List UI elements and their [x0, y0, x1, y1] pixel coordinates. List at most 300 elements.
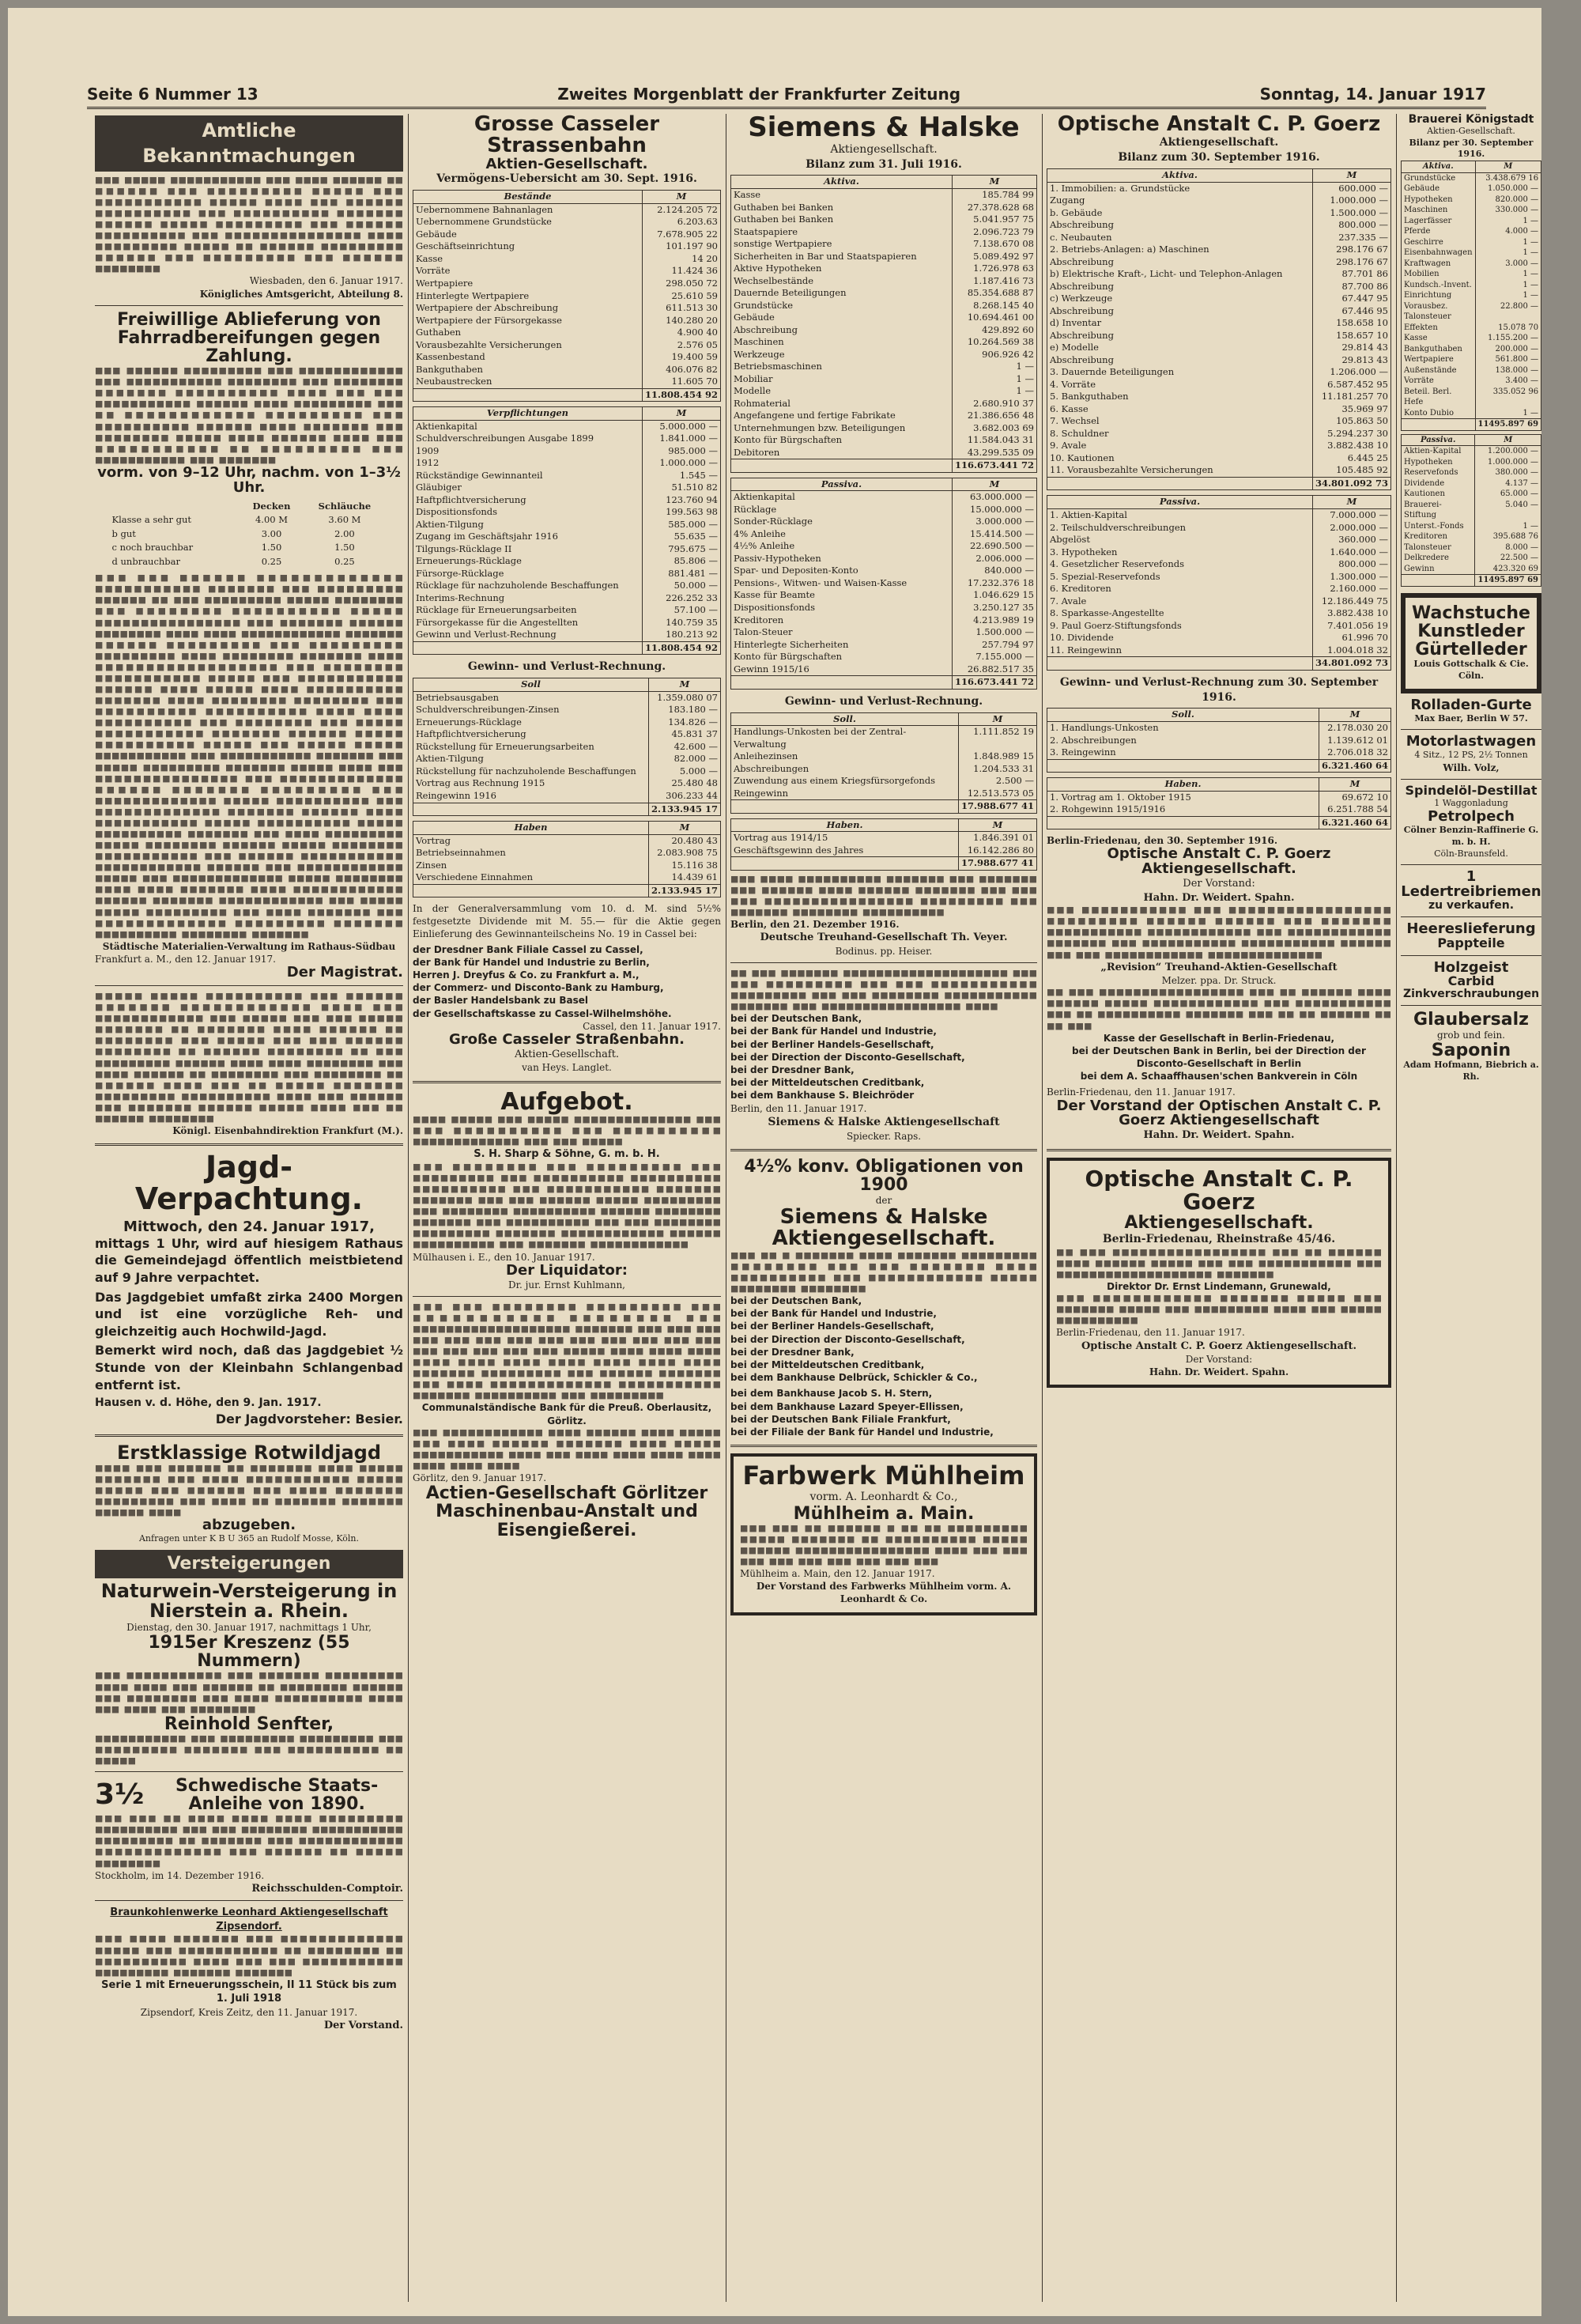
table-head: Haben. — [1047, 778, 1319, 792]
goerz-aktiva-row — [1047, 256, 1391, 269]
siemens-passiva-row — [731, 504, 1037, 516]
goerz-aktiva-value: 298.176 67 — [1312, 256, 1390, 269]
brauerei-aktiva-value: 1.155.200 — — [1475, 333, 1541, 344]
siemens-passiva-value: 1.046.629 15 — [952, 589, 1036, 602]
goerz-aktiva-label: 5. Bankguthaben — [1047, 391, 1313, 403]
goerz-passiva-value: 61.996 70 — [1312, 632, 1390, 644]
siemens-soll-row — [731, 763, 1037, 776]
cassel-sub: Aktien-Gesellschaft. — [485, 155, 648, 172]
leder: 1 Ledertreibriemen — [1401, 868, 1541, 901]
brauerei-aktiva-row — [1402, 172, 1541, 183]
cassel-haben-label: Zinsen — [413, 860, 649, 872]
cassel-verpf-value: 85.806 — — [642, 555, 720, 568]
cassel-soll-row — [413, 753, 721, 765]
brauerei-aktiva-row — [1402, 408, 1541, 419]
cassel-soll-value: 134.826 — — [648, 716, 720, 729]
siemens-aktiva-value: 429.892 60 — [952, 324, 1036, 337]
goerz-haben-value: 6.251.788 54 — [1319, 803, 1390, 816]
schwed-pct: 3½ — [95, 1778, 145, 1812]
saponin: Saponin — [1431, 1041, 1511, 1061]
goerz-passiva-row — [1047, 632, 1391, 644]
price-row-label: d unbrauchbar — [111, 555, 181, 567]
siemens-aktiva-total: 116.673.441 72 — [952, 459, 1036, 473]
siemens-aktiva-row — [731, 312, 1037, 324]
goerz-aktiva-row — [1047, 317, 1391, 330]
siemens-bilanz: Bilanz zum 31. Juli 1916. — [806, 157, 962, 171]
goerz-passiva-label: 2. Teilschuldverschreibungen — [1047, 522, 1313, 535]
goerz-aktiva-value: 3.882.438 10 — [1312, 440, 1390, 452]
cassel-bestaende-value: 25.610 59 — [642, 290, 720, 303]
siemens-soll-value: 1.111.852 19 — [958, 726, 1036, 751]
leder-sub: zu verkaufen. — [1428, 899, 1515, 913]
siemens-aktiva-row — [731, 398, 1037, 410]
berlin-bank-item: bei der Berliner Handels-Gesellschaft, — [730, 1321, 934, 1332]
cassel-soll-value: 1.359.080 07 — [648, 691, 720, 704]
brauerei-passiva-label: Kreditoren — [1402, 531, 1475, 542]
goerz-aktiva-label: 2. Betriebs-Anlagen: a) Maschinen — [1047, 244, 1313, 256]
placeholder-text: ■■■■ ■■■ ■■■■■■ ■■ ■■■■■■■ ■■■■ ■■■■■ ■■■■■■■ ■■■ ■■■■ ■■■■■■■■■■■ ■■■■■ ■■■■■ ■■■ ■■■■■■ ■■■ ■■■■ ■■■■■■■ ■■■■■■■■■ ■■■ ■■■■ ■■ ■■■■■■■ ■■■■■■■ ■■■■■■ ■■■■ — [95, 1462, 403, 1518]
cassel-bestaende-label: Uebernommene Bahnanlagen — [413, 203, 643, 216]
siemens-aktiva-value: 85.354.688 87 — [952, 287, 1036, 300]
siemens-passiva-value: 15.000.000 — — [952, 504, 1036, 516]
brauerei-aktiva-label: Kraftwagen — [1402, 259, 1476, 270]
siemens-aktiva-value: 5.089.492 97 — [952, 251, 1036, 263]
siemens-aktiva-row — [731, 263, 1037, 275]
cassel-bestaende-label: Bankguthaben — [413, 364, 643, 376]
cassel-verpf-row — [413, 494, 721, 507]
koelner-place: Cöln-Braunsfeld. — [1434, 848, 1508, 859]
siemens-bank-item: bei der Berliner Handels-Gesellschaft, — [730, 1038, 934, 1050]
siemens-soll-label: Anleihezinsen — [731, 750, 959, 763]
siemens-passiva-table: Passiva. M Aktienkapital 63.000.000 — Rücklage 15.000.000 — Sonder-Rücklage 3.000.000 — 4% Anleihe 15.414.500 — 4½% Anleihe 22.690.500 — Passiv-Hypotheken 2.006.000 — Spar- und Depositen-Konto 840.000 — Pensions-, Witwen- und Waisen-Kasse 17.232.376 18 Kasse für Beamte 1.046.629 15 Dispositionsfonds 3.250.127 35 Kreditoren 4.213.989 19 Talon-Steuer 1.500.000 — Hinterlegte Sicherheiten 257.794 97 Konto für Bürgschaften 7.155.000 — Gewinn 1915/16 26.882.517 35 116.673.441 72 — [730, 478, 1037, 690]
goerz-box-title: Optische Anstalt C. P. Goerz — [1085, 1165, 1353, 1215]
siemens-aktiva-row — [731, 251, 1037, 263]
brauerei-aktiva-label: Wertpapiere — [1402, 354, 1476, 365]
glauber: Glaubersalz — [1413, 1009, 1529, 1030]
cassel-verpf-row — [413, 580, 721, 592]
goerz-passiva-row — [1047, 607, 1391, 620]
cassel-soll-value: 25.480 48 — [648, 777, 720, 790]
petrol: Petrolpech — [1428, 807, 1515, 825]
goerz-soll-label: 1. Handlungs-Unkosten — [1047, 722, 1319, 735]
goerz-aktiva-row — [1047, 268, 1391, 281]
siemens-passiva-label: Dispositionsfonds — [731, 602, 953, 614]
cassel-soll-table: Soll M Betriebsausgaben 1.359.080 07 Schuldverschreibungen-Zinsen 183.180 — Erneuerungs-Rücklage 134.826 — Haftpflichtversicherung 45.831 37 Rückstellung für Erneuerungsarbeiten 42.600 — Aktien-Tilgung 82.000 — Rückstellung für nachzuholende Beschaffungen 5.000 — Vortrag aus Rechnung 1915 25.480 48 Reingewinn 1916 306.233 44 2.133.945 17 — [413, 678, 721, 816]
rollladen-sub: Max Baer, Berlin W 57. — [1414, 712, 1528, 724]
cassel-verpf-label: Interims-Rechnung — [413, 592, 643, 605]
column-rule — [1396, 114, 1397, 2302]
brauerei-aktiva-row — [1402, 376, 1541, 387]
cassel-dividend: In der Generalversammlung vom 10. d. M. sind 5½% festgesetzte Dividende mit M. 55.— für die Aktie gegen Einlieferung des Gewinnanteilscheins No. 19 in Cassel bei: — [413, 903, 721, 940]
siemens-aktiva-label: sonstige Wertpapiere — [731, 238, 953, 251]
goerz-haben-label: 2. Rohgewinn 1915/1916 — [1047, 803, 1319, 816]
cassel-soll-value: 5.000 — — [648, 765, 720, 778]
siemens-passiva-value: 26.882.517 35 — [952, 663, 1036, 676]
brauerei-passiva-value: 4.137 — — [1475, 478, 1541, 489]
brauerei-aktiva-label: Lagerfässer — [1402, 216, 1476, 227]
cassel-verpf-value: 57.100 — — [642, 604, 720, 617]
placeholder-text: ■■■ ■■■■■■■■■■■■ ■■■■■■■ ■■■■■ ■■■ ■■■■■■■ ■■■■■ ■■■ ■■■■■■■■■ ■■■■ ■■■ ■■■■■ ■■■■■■■■■■ — [1056, 1293, 1382, 1326]
siemens-passiva-label: Gewinn 1915/16 — [731, 663, 953, 676]
goerz-soll-label: 2. Abschreibungen — [1047, 735, 1319, 747]
berlin-bank-item: bei der Dresdner Bank, — [730, 1346, 855, 1358]
brauerei-aktiva-label: Vorräte — [1402, 376, 1476, 387]
brauerei-aktiva-value: 1 — — [1475, 269, 1541, 280]
siemens-passiva-label: Spar- und Depositen-Konto — [731, 565, 953, 577]
brauerei-passiva-row — [1402, 564, 1541, 575]
brauerei-passiva-row — [1402, 553, 1541, 564]
spindel: Spindelöl-Destillat — [1405, 783, 1538, 799]
brauerei-aktiva-row — [1402, 269, 1541, 280]
goerz-haben-table: Haben. M 1. Vortrag am 1. Oktober 1915 69.672 10 2. Rohgewinn 1915/1916 6.251.788 54 6.321.460 64 — [1047, 777, 1391, 829]
brauerei-aktiva-row — [1402, 387, 1541, 408]
goerz-aktiva-value: 6.445 25 — [1312, 452, 1390, 465]
siemens-passiva-label: Hinterlegte Sicherheiten — [731, 639, 953, 652]
brauerei-sub: Aktien-Gesellschaft. — [1427, 125, 1515, 136]
siemens-aktiva-value: 27.378.628 68 — [952, 202, 1036, 214]
goerz-aktiva-value: 1.000.000 — — [1312, 195, 1390, 207]
siemens-soll-label: Abschreibungen — [731, 763, 959, 776]
berlin-bank-item: bei der Mitteldeutschen Creditbank, — [730, 1359, 925, 1371]
goerz-box-date: Berlin-Friedenau, den 11. Januar 1917. — [1056, 1327, 1245, 1339]
goerz-passiva-label: 8. Sparkasse-Angestellte — [1047, 607, 1313, 620]
cassel-verpf-value: 881.481 — — [642, 568, 720, 580]
goerz-aktiva-row — [1047, 342, 1391, 354]
siemens-aktiva-label: Staatspapiere — [731, 226, 953, 239]
siemens-aktiva-label: Maschinen — [731, 336, 953, 349]
brauerei-passiva-value: 22.500 — — [1475, 553, 1541, 564]
siemens-passiva-value: 257.794 97 — [952, 639, 1036, 652]
saponin-firm: Adam Hofmann, Biebrich a. Rh. — [1403, 1060, 1539, 1083]
goerz-aktiva-row — [1047, 182, 1391, 195]
cassel-soll-row — [413, 765, 721, 778]
goerz-aktiva-value: 158.657 10 — [1312, 330, 1390, 342]
cassel-verpf-label: Aktienkapital — [413, 420, 643, 433]
placeholder-text: ■■■■■■■■■■■ ■■■ ■■■■■■■■■ ■■■■■■■■■ ■■■ ■■■■■■■■■ ■■■■■■■ ■■■ ■■■■■■■■■■ ■■ ■■■■■ — [95, 1733, 403, 1766]
brauerei-aktiva-row — [1402, 354, 1541, 365]
cassel-soll-total: 2.133.945 17 — [648, 803, 720, 816]
cassel-soll-row — [413, 716, 721, 729]
cassel-verpf-label: 1912 — [413, 457, 643, 470]
mulhouse-date: Mülhausen i. E., den 10. Januar 1917. — [413, 1251, 595, 1263]
price-head: Decken — [252, 500, 291, 512]
cassel-bestaende-row — [413, 376, 721, 388]
frankfurt-banks — [730, 1387, 1037, 1438]
price-cell: 1.50 — [261, 542, 282, 554]
table-head: Haben. — [731, 818, 959, 832]
goerz-aktiva-total: 34.801.092 73 — [1312, 477, 1390, 490]
cassel-bank-item: der Basler Handelsbank zu Basel — [413, 995, 588, 1007]
cassel-verpf-value: 585.000 — — [642, 519, 720, 531]
cassel-bestaende-value: 6.203.63 — [642, 216, 720, 229]
brauerei-passiva-row — [1402, 489, 1541, 500]
siemens-passiva-label: Rücklage — [731, 504, 953, 516]
brauerei-passiva-label: Talonsteuer — [1402, 542, 1475, 554]
goerz-passiva-label: 7. Avale — [1047, 595, 1313, 608]
goerz-passiva-value: 12.186.449 75 — [1312, 595, 1390, 608]
cassel-bestaende-label: Vorräte — [413, 265, 643, 278]
brauerei-passiva-row — [1402, 542, 1541, 554]
siemens-passiva-label: Sonder-Rücklage — [731, 516, 953, 528]
eisenbahn-sign: Königl. Eisenbahndirektion Frankfurt (M.). — [172, 1124, 403, 1136]
cassel-bestaende-row — [413, 351, 721, 364]
goerz-aktiva-row — [1047, 354, 1391, 367]
siemens-haben-total: 17.988.677 41 — [958, 857, 1036, 871]
siemens-passiva-row — [731, 651, 1037, 663]
goerz-passiva-label: 3. Hypotheken — [1047, 546, 1313, 559]
berlin-bank-item: bei der Direction der Disconto-Gesellschaft, — [730, 1333, 965, 1345]
siemens-soll-total: 17.988.677 41 — [958, 800, 1036, 814]
brauerei-aktiva-label: Außenstände — [1402, 365, 1476, 376]
siemens-haben-row — [731, 832, 1037, 845]
siemens-bank-item: bei der Deutschen Bank, — [730, 1013, 862, 1025]
adv-firm: Louis Gottschalk & Cie. Cöln. — [1413, 659, 1529, 681]
goerz-aktiva-row — [1047, 366, 1391, 379]
goerz-vorstand-2: Der Vorstand der Optischen Anstalt C. P. Goerz Aktiengesellschaft — [1056, 1097, 1382, 1129]
siemens-aktiva-value: 21.386.656 48 — [952, 410, 1036, 422]
cassel-bestaende-value: 298.050 72 — [642, 278, 720, 290]
braunkohle-title: Braunkohlenwerke Leonhard Aktiengesellschaft Zipsendorf. — [110, 1906, 388, 1933]
carbid: Carbid — [1447, 973, 1495, 989]
jagd-sign: Der Jagdvorsteher: Besier. — [215, 1411, 403, 1427]
siemens-bank-item: bei der Bank für Handel und Industrie, — [730, 1026, 937, 1037]
siemens-ag: Siemens & Halske Aktiengesellschaft — [768, 1115, 1000, 1128]
goerz-aktiva-label: 8. Schuldner — [1047, 428, 1313, 440]
goerz-passiva-label: 9. Paul Goerz-Stiftungsfonds — [1047, 620, 1313, 633]
brauerei-aktiva-label: Konto Dubio — [1402, 408, 1476, 419]
jagd-date: Mittwoch, den 24. Januar 1917, — [123, 1218, 375, 1235]
brauerei-aktiva-value: 1.050.000 — — [1475, 183, 1541, 195]
siemens-aktiva-value: 1.726.978 63 — [952, 263, 1036, 275]
cassel-bestaende-value: 406.076 82 — [642, 364, 720, 376]
brauerei-aktiva-row — [1402, 248, 1541, 259]
siemens-aktiva-row — [731, 324, 1037, 337]
brauerei-passiva-label: Brauerei-Stiftung — [1402, 500, 1475, 521]
siemens-passiva-value: 63.000.000 — — [952, 491, 1036, 504]
column-rule — [408, 114, 409, 2302]
grosse-sub: Aktien-Gesellschaft. — [514, 1048, 620, 1060]
table-head: Soll. — [1047, 709, 1319, 722]
goerz-passiva-value: 1.004.018 32 — [1312, 644, 1390, 657]
goerz-passiva-label: 4. Gesetzlicher Reservefonds — [1047, 558, 1313, 571]
siemens-aktiva-label: Rohmaterial — [731, 398, 953, 410]
goerz-passiva-row — [1047, 558, 1391, 571]
comptoir: Reichsschulden-Comptoir. — [251, 1882, 403, 1895]
siemens-soll-value: 1.848.989 15 — [958, 750, 1036, 763]
brauerei-aktiva-table: Aktiva. M Grundstücke 3.438.679 16 Gebäude 1.050.000 — Hypotheken 820.000 — Maschinen 330.000 — Lagerfässer 1 — Pferde 4.000 — Geschirre 1 — Eisenbahnwagen 1 — Kraftwagen 3.000 — Mobilien 1 — Kundsch.-Invent. 1 — Einrichtung 1 — Vorausbez. Talonsteuer 22.800 — Effekten 15.078 70 Kasse 1.155.200 — Bankguthaben 200.000 — Wertpapiere 561.800 — Außenstände 138.000 — Vorräte 3.400 — Beteil. Berl. Hefe 335.052 96 Konto Dubio 1 — 11495.897 69 — [1401, 161, 1541, 431]
cassel-verpf-row — [413, 433, 721, 445]
brauerei-aktiva-label: Bankguthaben — [1402, 344, 1476, 355]
direktor: Direktor Dr. Ernst Lindemann, Grunewald, — [1107, 1280, 1331, 1292]
cassel-bestaende-label: Guthaben — [413, 327, 643, 339]
placeholder-text: ■■■ ■■■ ■■■■■■■■ ■■■■■■■■■ ■■■ ■■■■■■■■■■■ ■■■■■■■■ ■■■ ■■■■■■■■■■■■■■■■■■■ ■■■■■■■ ■■■ ■■■ ■■■ ■■■ ■■■ ■■■ ■■■ ■■■ ■■■ ■■■ ■■■ ■■■ ■■■ ■■■ ■■■ ■■■ ■■■ ■■■ ■■■■■ ■■■■ ■■■■ ■■■■ ■■■■ ■■■■ ■■■■ ■■■■ ■■■■ ■■■■ ■■■■ ■■■■■■■ ■■■■■■■■■ ■■■ ■■■■■■ ■■■■■■■ ■■■ ■■■■ ■■■■■■■■■■■■■ ■■■■■■■■■■■ ■■■■■■■ ■■■■■■■■■■ ■■■ ■■■■■■■■■ — [413, 1301, 721, 1401]
siemens-passiva-label: Talon-Steuer — [731, 626, 953, 639]
goerz-aktiva-value: 29.813 43 — [1312, 354, 1390, 367]
goerz-aktiva-value: 5.294.237 30 — [1312, 428, 1390, 440]
gottschalk-box — [1401, 593, 1541, 693]
siemens-aktiva-label: Gebäude — [731, 312, 953, 324]
table-head: Aktiva. — [1047, 169, 1313, 183]
siemens-passiva-label: 4½% Anleihe — [731, 540, 953, 553]
price-cell: 4.00 M — [255, 514, 289, 526]
farbwerk-place: Mühlheim a. Main. — [793, 1503, 975, 1524]
siemens-passiva-value: 2.006.000 — — [952, 553, 1036, 565]
cassel-haben-row — [413, 871, 721, 884]
brauerei-aktiva-label: Maschinen — [1402, 205, 1476, 216]
cassel-soll-label: Betriebsausgaben — [413, 691, 649, 704]
brauerei-aktiva-value: 1 — — [1475, 408, 1541, 419]
goerz-aktiva-row — [1047, 391, 1391, 403]
goerz-aktiva-value: 1.500.000 — — [1312, 207, 1390, 220]
brauerei-passiva-value: 380.000 — — [1475, 467, 1541, 478]
sharp-firm: S. H. Sharp & Söhne, G. m. b. H. — [474, 1148, 660, 1161]
siemens-aktiva-row — [731, 287, 1037, 300]
goerz-passiva-row — [1047, 595, 1391, 608]
brauerei-passiva-value: 8.000 — — [1475, 542, 1541, 554]
goerz-haben-label: 1. Vortrag am 1. Oktober 1915 — [1047, 791, 1319, 803]
placeholder-text: ■■■ ■■■ ■■ ■■■■ ■■■■ ■■■■ ■■■■■■■■■ ■■■■■■■■■■ ■■■ ■■■ ■■■■■■■■ ■■■■■■■■■■■ ■■■■■■■■■ ■■ ■■■■■■■ ■■■ ■■■■■■■■■■■■ ■■■■■■■■■■■■■ ■■■ ■■■■■■ ■■ ■■■■■ ■■■■■■■■ — [95, 1813, 403, 1869]
cassel-bank-item: der Gesellschaftskasse zu Cassel-Wilhelmshöhe. — [413, 1007, 672, 1019]
siemens-aktiva-value: 11.584.043 31 — [952, 434, 1036, 447]
goerz-aktiva-label: 10. Kautionen — [1047, 452, 1313, 465]
treuhand-sign: Bodinus. pp. Heiser. — [835, 945, 933, 957]
cassel-soll-label: Schuldverschreibungen-Zinsen — [413, 704, 649, 716]
grosse-title: Große Casseler Straßenbahn. — [448, 1030, 685, 1048]
price-head: Schläuche — [318, 500, 372, 512]
siemens-aktiva-value: 185.784 99 — [952, 188, 1036, 201]
cassel-soll-row — [413, 741, 721, 754]
brauerei-aktiva-value: 561.800 — — [1475, 354, 1541, 365]
cassel-haben-row — [413, 860, 721, 872]
siemens-aktiva-label: Wechselbestände — [731, 275, 953, 288]
cassel-bestaende-value: 101.197 90 — [642, 240, 720, 253]
cassel-verpf-label: Aktien-Tilgung — [413, 519, 643, 531]
siemens-aktiva-value: 8.268.145 40 — [952, 300, 1036, 312]
siemens-aktiva-label: Debitoren — [731, 447, 953, 459]
goerz-aktiva-row — [1047, 415, 1391, 428]
brauerei-aktiva-label: Beteil. Berl. Hefe — [1402, 387, 1476, 408]
cassel-verpf-label: Fürsorgekasse für die Angestellten — [413, 617, 643, 629]
column-5 — [1401, 114, 1541, 2302]
cassel-verpf-row — [413, 629, 721, 641]
table-head: Aktiva. — [1402, 161, 1476, 173]
revision: „Revision“ Treuhand-Aktien-Gesellschaft — [1100, 961, 1338, 973]
cassel-verpf-value: 1.841.000 — — [642, 433, 720, 445]
brauerei-passiva-value: 1.000.000 — — [1475, 457, 1541, 468]
liquidator-title: Der Liquidator: — [506, 1261, 628, 1279]
siemens-aktiva-label: Konto für Bürgschaften — [731, 434, 953, 447]
goerz-aktiva-row — [1047, 428, 1391, 440]
siemens-aktiva-row — [731, 422, 1037, 435]
senfter: Reinhold Senfter, — [164, 1714, 334, 1734]
cassel-verpf-value: 123.760 94 — [642, 494, 720, 507]
brauerei-aktiva-row — [1402, 237, 1541, 248]
siemens-berlin: Berlin, den 11. Januar 1917. — [730, 1102, 867, 1114]
brauerei-aktiva-value: 1 — — [1475, 280, 1541, 291]
abzugeben: abzugeben. — [202, 1517, 296, 1534]
frankfurt-bank-item: bei der Deutschen Bank Filiale Frankfurt, — [730, 1413, 951, 1425]
brauerei-aktiva-label: Mobilien — [1402, 269, 1476, 280]
kreszenz: 1915er Kreszenz (55 Nummern) — [148, 1633, 350, 1672]
goerz-box-firm: Optische Anstalt C. P. Goerz Aktiengesellschaft. — [1081, 1340, 1357, 1352]
brauerei-aktiva-row — [1402, 301, 1541, 323]
goerz-passiva-row — [1047, 571, 1391, 584]
cassel-bestaende-row — [413, 290, 721, 303]
liquidator-name: Dr. jur. Ernst Kuhlmann, — [508, 1279, 625, 1290]
brauerei-passiva-value: 1.200.000 — — [1475, 446, 1541, 457]
siemens-aktiva-value: 2.680.910 37 — [952, 398, 1036, 410]
brauerei-passiva-row — [1402, 478, 1541, 489]
cassel-verpf-value: 5.000.000 — — [642, 420, 720, 433]
siemens-soll-row — [731, 726, 1037, 751]
kasse-banks: bei der Deutschen Bank in Berlin, bei der Direction der Disconto-Gesellschaft in Berlin — [1072, 1045, 1366, 1069]
brauerei-aktiva-row — [1402, 205, 1541, 216]
siemens-aktiva-row — [731, 238, 1037, 251]
brauerei-aktiva-row — [1402, 259, 1541, 270]
brauerei-aktiva-row — [1402, 226, 1541, 237]
placeholder-text: ■■ ■■■ ■■■■■■■■■■■■■■■■■ ■■■ ■■ ■■■■■■ ■■■■ ■■■■■■ ■■■■■ ■■■ ■■■ ■■■■■■■■■■■ ■■■ ■■■■■■■■■■■■■■■■■■■ ■■■■■■■ — [1056, 1246, 1382, 1279]
cassel-bestaende-row — [413, 302, 721, 315]
fahrrad-title: Freiwillige Ablieferung von Fahrradbereifungen gegen Zahlung. — [117, 309, 381, 367]
jagd-text-2: Das Jagdgebiet umfaßt zirka 2400 Morgen und ist eine vorzügliche Reh- und gleichzeitig auch Hochwild-Jagd. — [95, 1289, 403, 1339]
siemens-passiva-label: 4% Anleihe — [731, 528, 953, 541]
goerz-haben-row — [1047, 791, 1391, 803]
goerz-aktiva-label: 9. Avale — [1047, 440, 1313, 452]
cassel-bestaende-label: Geschäftseinrichtung — [413, 240, 643, 253]
siemens-soll-table: Soll. M Handlungs-Unkosten bei der Zentral-Verwaltung 1.111.852 19 Anleihezinsen 1.848.989 15 Abschreibungen 1.204.533 31 Zuwendung aus einem Kriegsfürsorgefonds 2.500 — Reingewinn 12.513.573 05 17.988.677 41 — [730, 712, 1037, 814]
siemens-haben-label: Geschäftsgewinn des Jahres — [731, 845, 959, 857]
brauerei-passiva-row — [1402, 446, 1541, 457]
brauerei-passiva-label: Kautionen — [1402, 489, 1475, 500]
goerz-aktiva-value: 87.701 86 — [1312, 268, 1390, 281]
cassel-haben-total: 2.133.945 17 — [648, 884, 720, 897]
header-center: Zweites Morgenblatt der Frankfurter Zeitung — [557, 85, 961, 104]
cassel-verpf-label: Haftpflichtversicherung — [413, 494, 643, 507]
siemens-aktiva-value: 1 — — [952, 361, 1036, 373]
brauerei-aktiva-row — [1402, 195, 1541, 206]
siemens-bank-item: bei der Mitteldeutschen Creditbank, — [730, 1077, 925, 1089]
aufgebot-title: Aufgebot. — [500, 1087, 633, 1116]
siemens-passiva-row — [731, 602, 1037, 614]
siemens-aktiva-label: Kasse — [731, 188, 953, 201]
jagd-place: Hausen v. d. Höhe, den 9. Jan. 1917. — [95, 1396, 322, 1410]
siemens-passiva-label: Konto für Bürgschaften — [731, 651, 953, 663]
goerz-box — [1047, 1158, 1391, 1389]
goerz-passiva-label: 1. Aktien-Kapital — [1047, 509, 1313, 522]
berlin-bank-item: bei dem Bankhause Delbrück, Schickler & Co., — [730, 1372, 978, 1384]
cassel-bestaende-row — [413, 253, 721, 266]
goerz-aktiva-label: c) Werkzeuge — [1047, 293, 1313, 305]
siemens-aktiva-label: Unternehmungen bzw. Beteiligungen — [731, 422, 953, 435]
brauerei-passiva-label: Aktien-Kapital — [1402, 446, 1475, 457]
heeres: Heereslieferung — [1406, 920, 1536, 937]
zipsendorf-date: Zipsendorf, Kreis Zeitz, den 11. Januar 1917. — [140, 2006, 358, 2018]
cassel-verpf-label: Rückständige Gewinnanteil — [413, 470, 643, 482]
schwedische-heading — [95, 1777, 403, 1813]
goerz-aktiva-value: 29.814 43 — [1312, 342, 1390, 354]
siemens-passiva-value: 3.250.127 35 — [952, 602, 1036, 614]
brauerei-aktiva-label: Vorausbez. Talonsteuer — [1402, 301, 1476, 323]
goerlitz-bank: Communalständische Bank für die Preuß. Oberlausitz, Görlitz. — [421, 1402, 712, 1427]
grosse-sign: van Heys. Langlet. — [522, 1062, 612, 1074]
goerz-date: Berlin-Friedenau, den 11. Januar 1917. — [1047, 1086, 1236, 1098]
brauerei-passiva-row — [1402, 500, 1541, 521]
cassel-soll-value: 42.600 — — [648, 741, 720, 754]
siemens-sub: Aktiengesellschaft. — [830, 142, 938, 156]
cassel-date: Cassel, den 11. Januar 1917. — [583, 1020, 721, 1032]
goerz-aktiva-label: Abschreibung — [1047, 305, 1313, 318]
goerz-aktiva-value: 237.335 — — [1312, 232, 1390, 244]
